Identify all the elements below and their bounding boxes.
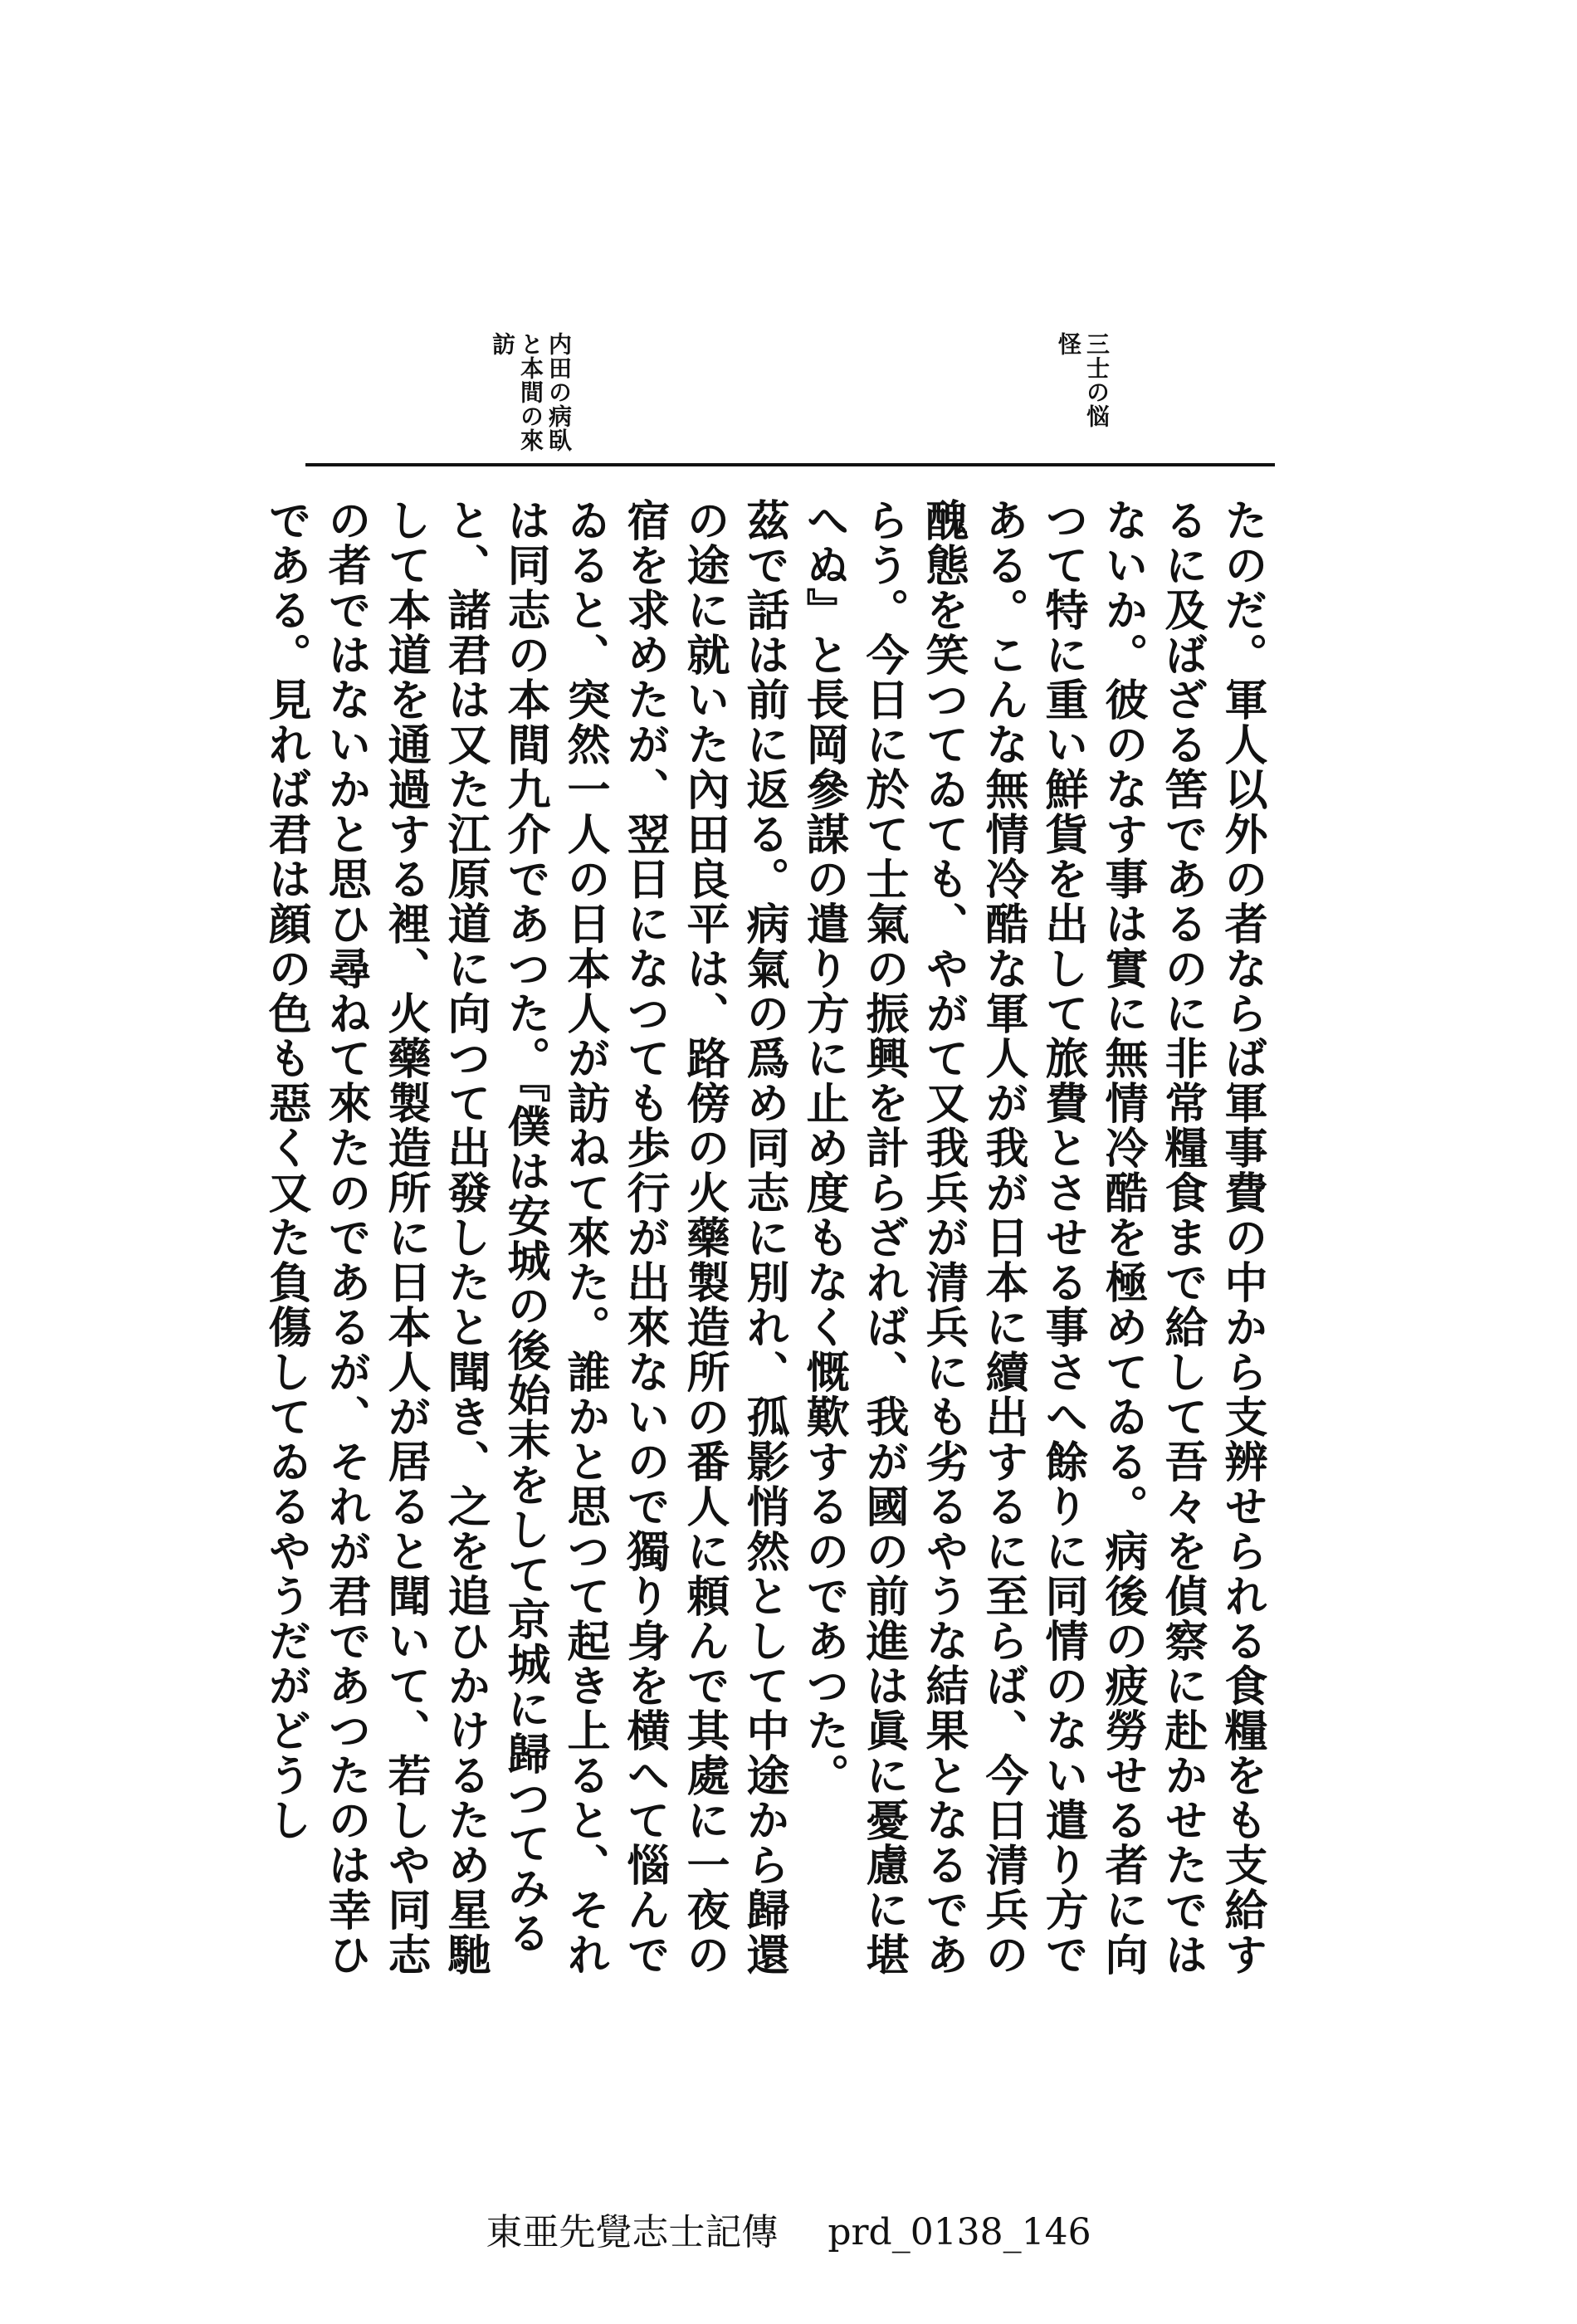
paragraph-1: たのだ。軍人以外の者ならば軍事費の中から支辨せられる食糧をも支給するに及ばざる筈であるのに非常糧食まで給して吾々を偵察に赴かせたではないか。彼のなす事は實に無情冷酷を極めてゐる。病後の疲勞せる者に向つて特に重い鮮貨を出して旅費とさせる事さへ餘りに同情のない遣り方である。こんな無情冷酷な軍人が我が日本に續出するに至らば、今日清兵の醜態を笑つてゐても、やがて又我兵が清兵にも劣るやうな結果となるであらう。今日に於て士氣の振興を計らざれば、我が國の前進は眞に憂慮に堪へぬ』と長岡參謀の遣り方に止め度もなく慨歎するのであつた。	[798, 498, 1267, 1977]
footer-title: 東亜先覺志士記傳	[486, 2211, 779, 2253]
page-footer	[0, 2208, 1577, 2258]
marginal-note-left: 内田の病臥と本間の來訪	[489, 332, 573, 452]
header-rule	[305, 463, 1275, 466]
body-text	[261, 498, 1272, 2017]
marginal-note-right: 三士の悩怪	[1055, 332, 1111, 428]
footer-id: prd_0138_146	[828, 2211, 1091, 2253]
paragraph-2: 茲で話は前に返る。病氣の爲め同志に別れ、孤影悄然として中途から歸還の途に就いた內田良平は、路傍の火藥製造所の番人に頼んで其處に一夜の宿を求めたが、翌日になつても歩行が出來ないので獨り身を横へて惱んでゐると、突然一人の日本人が訪ねて來た。誰かと思つて起き上ると、それは同志の本間九介であつた。『僕は安城の後始末をして京城に歸つてみると、諸君は又た江原道に向つて出發したと聞き、之を追ひかけるため星馳して本道を通過する裡、火藥製造所に日本人が居ると聞いて、若しや同志の者ではないかと思ひ尋ねて來たのであるが、それが君であつたのは幸ひである。見れば君は顔の色も惡く又た負傷してゐるやうだがどうし	[261, 498, 789, 1977]
